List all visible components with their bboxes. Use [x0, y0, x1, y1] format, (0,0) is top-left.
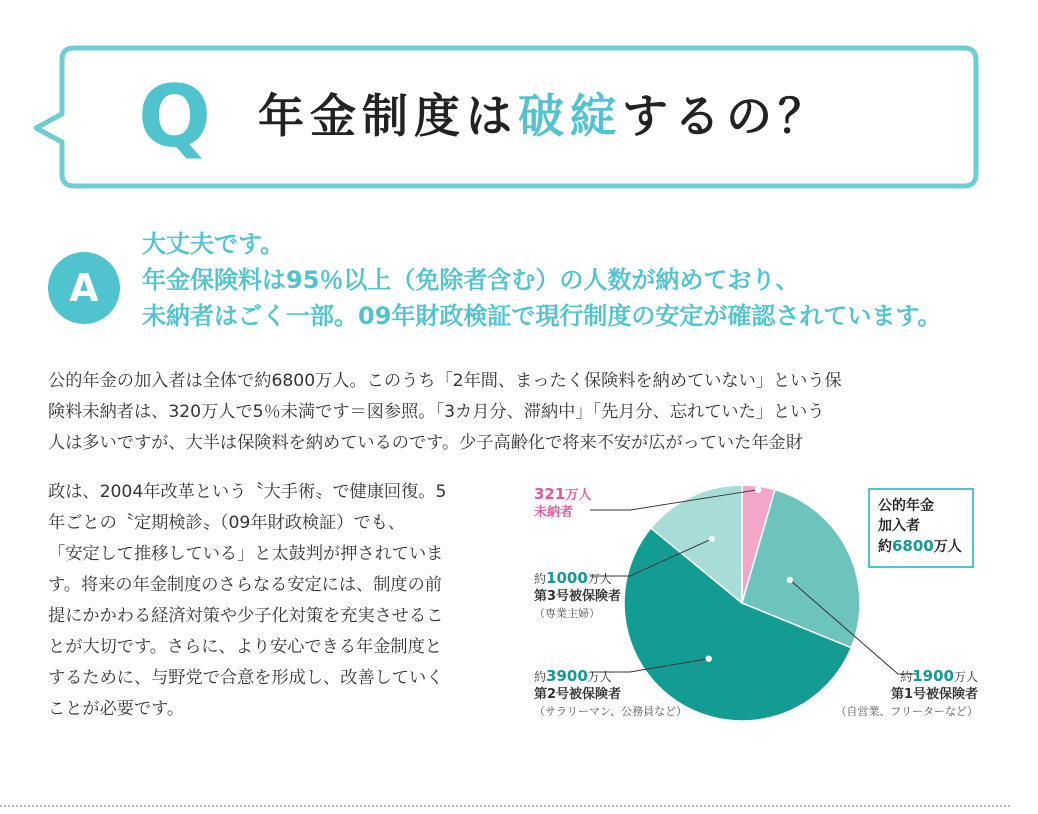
slice-value: 3900	[546, 667, 588, 685]
body-line: 提にかかわる経済対策や少子化対策を充実させるこ	[48, 606, 444, 626]
question-title-highlight: 破綻	[518, 89, 622, 143]
slice-label-type2	[534, 668, 687, 720]
question-title-after: するの？	[622, 89, 830, 143]
body-line: するために、与野党で合意を形成し、改善していく	[48, 668, 444, 688]
slice-value: 321	[534, 485, 566, 503]
answer-line: 未納者はごく一部。09年財政検証で現行制度の安定が確認されています。	[142, 302, 942, 330]
body-line: 政は、2004年改革という〝大手術〟で健康回復。5	[48, 482, 447, 502]
leader-dot	[787, 577, 793, 583]
body-line: 年ごとの〝定期検診〟（09年財政検証）でも、	[48, 513, 406, 533]
slice-name: 未納者	[534, 505, 574, 520]
total-line1: 公的年金	[878, 498, 934, 514]
slice-name: 第3号被保険者	[534, 589, 622, 604]
leader-dot	[709, 536, 715, 542]
answer-text	[142, 226, 1012, 334]
slice-value: 1000	[546, 569, 588, 587]
answer-line: 大丈夫です。	[142, 230, 285, 258]
chart-total-box	[868, 488, 974, 568]
body-line: 「安定して推移している」と太鼓判が押されていま	[48, 544, 444, 564]
total-prefix: 約	[878, 539, 892, 555]
body-line: す。将来の年金制度のさらなる安定には、制度の前	[48, 575, 442, 595]
body-line: ことが必要です。	[48, 699, 185, 719]
leader-dot	[706, 656, 712, 662]
body-line: 人は多いですが、大半は保険料を納めているのです。少子高齢化で将来不安が広がっていた年金財	[48, 433, 803, 453]
slice-unit: 万人	[953, 670, 978, 684]
slice-name: 第2号被保険者	[534, 687, 622, 702]
slice-value: 1900	[912, 667, 954, 685]
slice-label-type3	[534, 570, 621, 622]
question-title-before: 年金制度は	[258, 89, 518, 143]
answer-letter-badge: A	[48, 252, 120, 324]
slice-label-unpaid	[534, 486, 591, 521]
slice-prefix: 約	[534, 572, 547, 586]
body-paragraph-top	[48, 366, 978, 459]
question-letter: Q	[138, 67, 212, 167]
body-line: 公的年金の加入者は全体で約6800万人。このうち「2年間、まったく保険料を納めていない」という保	[48, 371, 842, 391]
slice-sub: （サラリーマン、公務員など）	[534, 705, 688, 718]
slice-unit: 万人	[587, 572, 612, 586]
slice-sub: （自営業、フリーターなど）	[835, 705, 978, 718]
body-line: 険料未納者は、320万人で5％未満です＝図参照。「3カ月分、滞納中」「先月分、忘れていた」という	[48, 402, 825, 422]
slice-unit: 万人	[565, 488, 592, 503]
pie-chart	[520, 478, 1000, 738]
question-title	[258, 86, 830, 146]
total-number: 6800	[892, 537, 934, 555]
slice-sub: （専業主婦）	[534, 607, 600, 620]
slice-prefix: 約	[900, 670, 913, 684]
divider	[0, 805, 1010, 807]
body-paragraph-left	[48, 477, 518, 725]
slice-label-type1	[835, 668, 978, 720]
total-unit: 万人	[933, 539, 962, 555]
body-line: とが大切です。さらに、より安心できる年金制度と	[48, 637, 442, 657]
slice-unit: 万人	[587, 670, 612, 684]
slice-name: 第1号被保険者	[890, 687, 978, 702]
total-value	[878, 536, 964, 557]
slice-prefix: 約	[534, 670, 547, 684]
total-line2: 加入者	[878, 518, 920, 534]
answer-line: 年金保険料は95％以上（免除者含む）の人数が納めており、	[142, 266, 800, 294]
question-bubble	[34, 44, 980, 190]
leader-dot	[755, 486, 761, 492]
